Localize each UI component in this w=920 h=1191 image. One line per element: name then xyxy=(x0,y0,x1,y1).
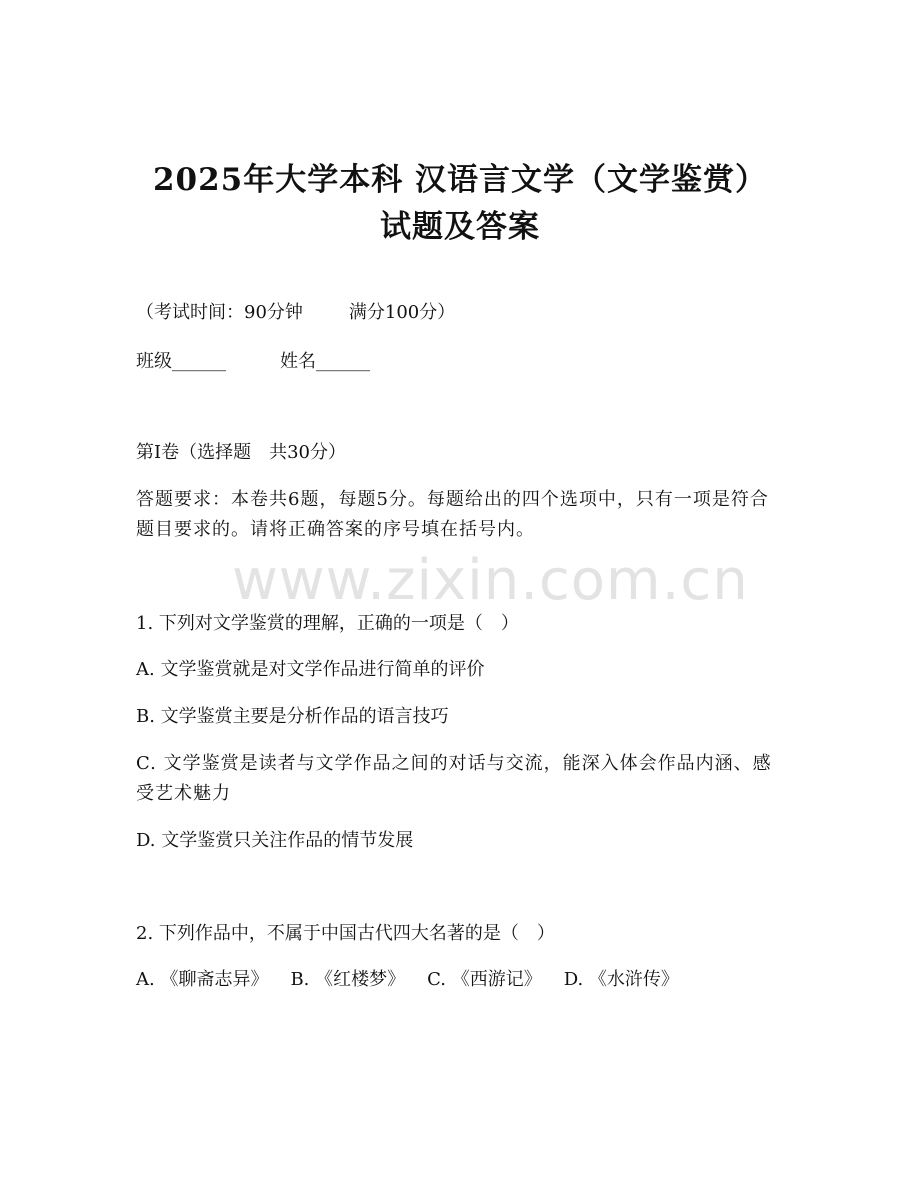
student-fields xyxy=(136,349,370,375)
question-1-option-a: A. 文学鉴赏就是对文学作品进行简单的评价 xyxy=(136,659,485,680)
question-2-option-a: A. 《聊斋志异》 xyxy=(136,969,269,990)
question-2-option-b: B. 《红楼梦》 xyxy=(290,969,406,990)
question-2-options xyxy=(136,967,679,993)
exam-score: 满分100分） xyxy=(348,302,456,323)
section-instructions: 答题要求：本卷共6题，每题5分。每题给出的四个选项中，只有一项是符合题目要求的。请将正确答案的序号填在括号内。 xyxy=(136,489,769,540)
question-1-stem: 1. 下列对文学鉴赏的理解，正确的一项是（ ） xyxy=(136,613,519,634)
class-field: 班级______ xyxy=(136,351,226,372)
section-heading: 第Ⅰ卷（选择题 共30分） xyxy=(136,442,347,463)
question-2-option-c: C. 《西游记》 xyxy=(427,969,542,990)
document-title-line1: 2025年大学本科 汉语言文学（文学鉴赏） xyxy=(152,162,768,198)
document-title-line2: 试题及答案 xyxy=(380,209,540,245)
question-1-option-b: B. 文学鉴赏主要是分析作品的语言技巧 xyxy=(136,706,449,727)
question-1-option-c: C. 文学鉴赏是读者与文学作品之间的对话与交流，能深入体会作品内涵、感受艺术魅力 xyxy=(136,753,772,804)
question-1-option-d: D. 文学鉴赏只关注作品的情节发展 xyxy=(136,830,414,851)
question-2-stem: 2. 下列作品中，不属于中国古代四大名著的是（ ） xyxy=(136,923,555,944)
exam-time: （考试时间：90分钟 xyxy=(136,302,303,323)
watermark: www.zixin.com.cn xyxy=(232,548,749,613)
question-2-option-d: D. 《水浒传》 xyxy=(563,969,679,990)
name-field: 姓名______ xyxy=(280,351,370,372)
exam-info xyxy=(136,300,455,326)
